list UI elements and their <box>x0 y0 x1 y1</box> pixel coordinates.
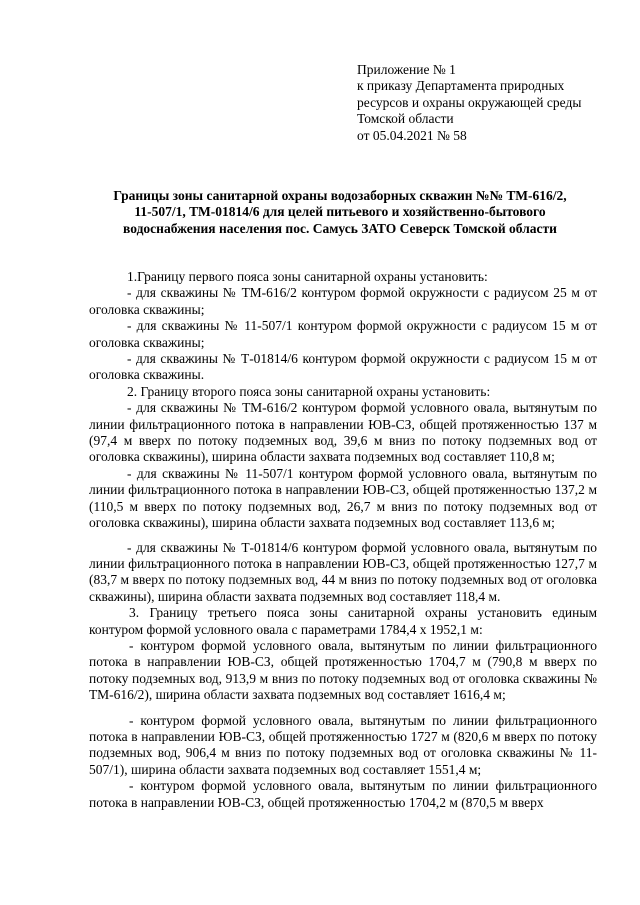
appendix-line: Приложение № 1 <box>357 62 456 77</box>
paragraph-belt-2-well-tm-616-2: - для скважины № ТМ-616/2 контуром формой условного овала, вытянутым по линии фильтрационного потока в направлении ЮВ-СЗ, общей протяженностью 137 м (97,4 м вверх по потоку подземных вод, 39,6 м вниз по потоку подземных вод от оголовка скважины), ширина области захвата подземных вод составляет 110,8 м; <box>89 400 597 465</box>
document-title <box>95 188 585 237</box>
paragraph-belt-1-well-tm-616-2: - для скважины № ТМ-616/2 контуром формой окружности с радиусом 25 м от оголовка скважины; <box>89 285 597 317</box>
appendix-line: Томской области <box>357 111 454 127</box>
paragraph-belt-2: 2. Границу второго пояса зоны санитарной охраны установить: <box>127 383 491 399</box>
appendix-header <box>357 62 627 144</box>
document-body <box>89 269 597 811</box>
paragraph-belt-3-contour-1: - контуром формой условного овала, вытянутым по линии фильтрационного потока в направлении ЮВ-СЗ, общей протяженностью 1704,7 м (790,8 м вверх по потоку подземных вод, 913,9 м вниз по потоку подземных вод от оголовка скважины № ТМ-616/2), ширина области захвата подземных вод составляет 1616,4 м; <box>89 637 597 703</box>
paragraph-belt-2-well-11-507-1: - для скважины № 11-507/1 контуром формой условного овала, вытянутым по линии фильтрационного потока в направлении ЮВ-СЗ, общей протяженностью 137,2 м (110,5 м вверх по потоку подземных вод, 26,7 м вниз по потоку подземных вод от оголовка скважины), ширина области захвата подземных вод составляет 113,6 м; <box>89 465 597 531</box>
paragraph-belt-2-well-t-01814-6: - для скважины № Т-01814/6 контуром формой условного овала, вытянутым по линии фильтрационного потока в направлении ЮВ-СЗ, общей протяженностью 127,7 м (83,7 м вверх по потоку подземных вод, 44 м вниз по потоку подземных вод от оголовка скважины), ширина области захвата подземных вод составляет 118,4 м. <box>89 539 597 604</box>
paragraph-belt-3: 3. Границу третьего пояса зоны санитарной охраны установить единым контуром формой условного овала с параметрами 1784,4 х 1952,1 м: <box>89 605 597 637</box>
appendix-line: ресурсов и охраны окружающей среды <box>357 94 582 110</box>
paragraph-belt-3-contour-2: - контуром формой условного овала, вытянутым по линии фильтрационного потока в направлении ЮВ-СЗ, общей протяженностью 1727 м (820,6 м вверх по потоку подземных вод, 906,4 м вниз по потоку подземных вод от оголовка скважины № 11-507/1), ширина области захвата подземных вод составляет 1551,4 м; <box>89 712 597 777</box>
appendix-line: к приказу Департамента природных <box>357 78 565 94</box>
paragraph-belt-1-well-t-01814-6: - для скважины № Т-01814/6 контуром формой окружности с радиусом 15 м от оголовка скважины. <box>89 351 597 383</box>
title-line: водоснабжения населения пос. Самусь ЗАТО Северск Томской области <box>123 220 557 236</box>
paragraph-belt-1: 1.Границу первого пояса зоны санитарной охраны установить: <box>127 269 488 284</box>
appendix-line: от 05.04.2021 № 58 <box>357 127 467 143</box>
title-line: 11-507/1, ТМ-01814/6 для целей питьевого и хозяйственно-бытового <box>134 204 546 220</box>
title-line: Границы зоны санитарной охраны водозаборных скважин №№ ТМ-616/2, <box>113 188 567 203</box>
paragraph-belt-3-contour-3: - контуром формой условного овала, вытянутым по линии фильтрационного потока в направлении ЮВ-СЗ, общей протяженностью 1704,2 м (870,5 м вверх <box>89 778 597 810</box>
paragraph-belt-1-well-11-507-1: - для скважины № 11-507/1 контуром формой окружности с радиусом 15 м от оголовка скважины; <box>89 318 597 350</box>
